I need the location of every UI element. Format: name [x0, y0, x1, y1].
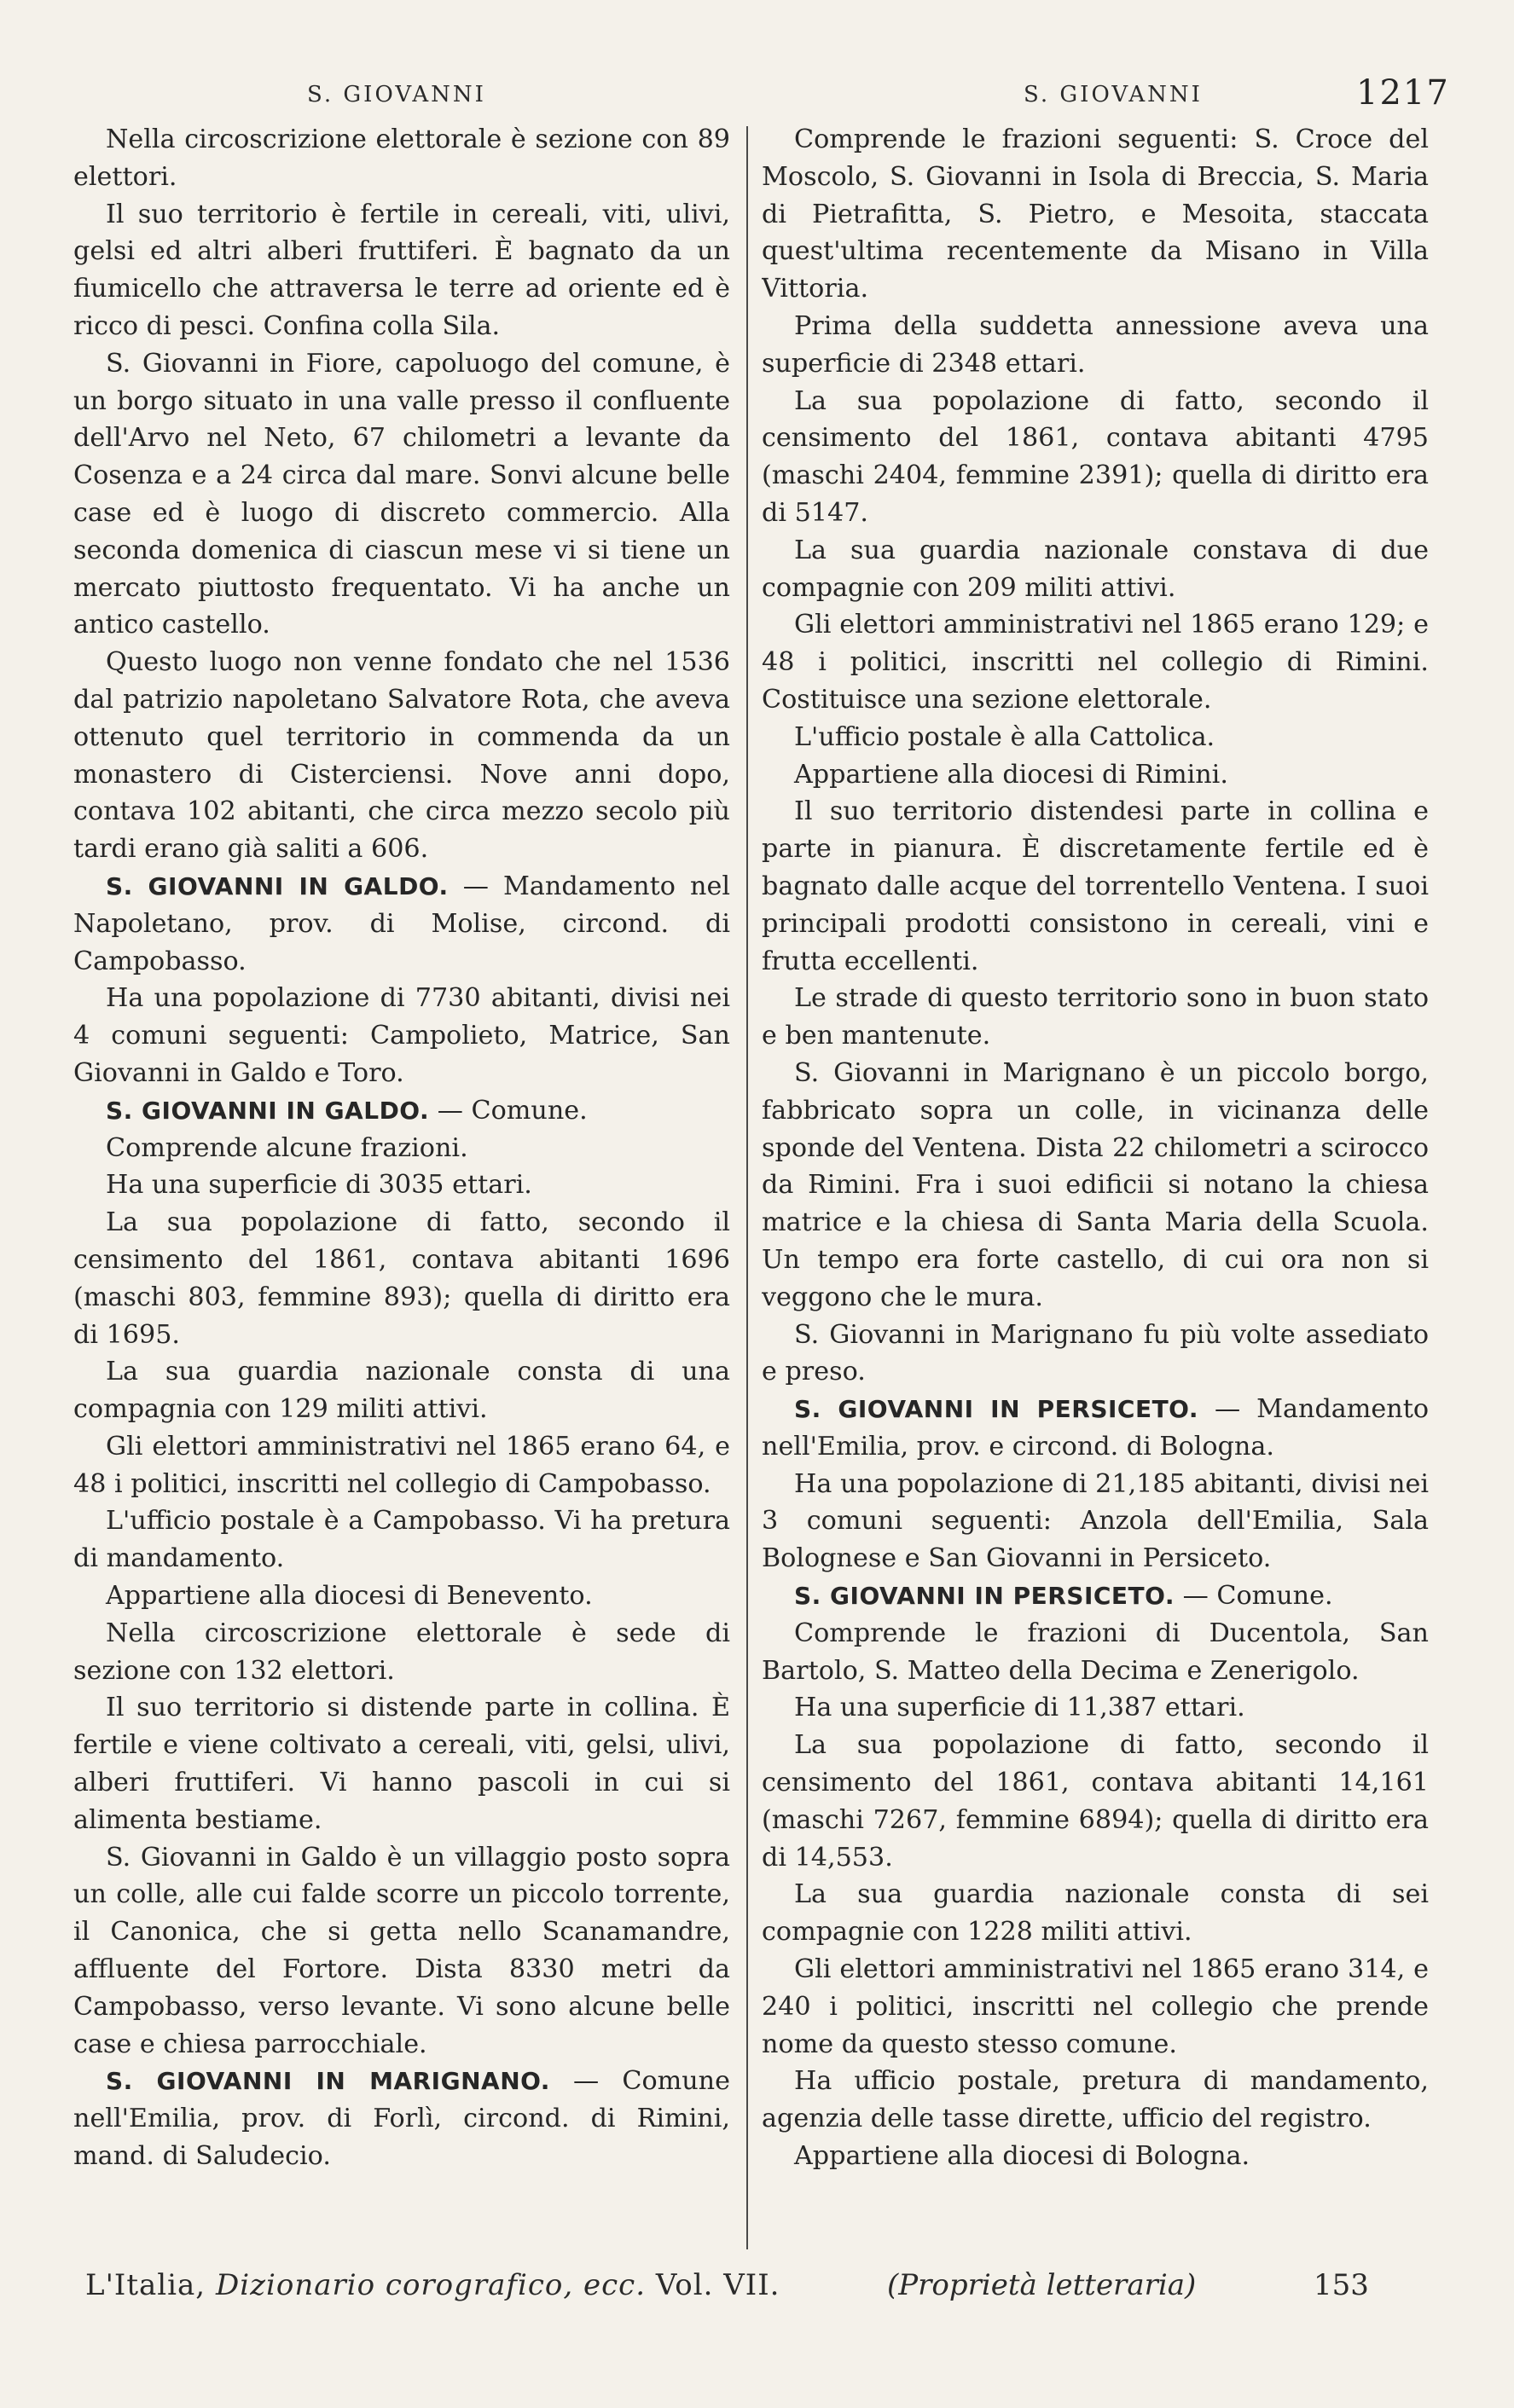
- paragraph-text: Il suo territorio è fertile in cereali, viti, ulivi, gelsi ed altri alberi fruttiferi. È bagnato da un fiumicello che attraversa le terre ad oriente ed è ricco di pesci. Confina colla Sila.: [73, 199, 730, 341]
- paragraph-text: — Comune.: [429, 1095, 588, 1126]
- paragraph-text: — Comune nell'Emilia, prov. di Forlì, circond. di Rimini, mand. di Saludecio.: [73, 2066, 730, 2172]
- running-head-left: S. GIOVANNI: [307, 82, 486, 107]
- paragraph: [762, 756, 1429, 794]
- paragraph: [762, 532, 1429, 607]
- paragraph-text: La sua popolazione di fatto, secondo il censimento del 1861, contava abitanti 14,161 (maschi 7267, femmine 6894); quella di diritto era di 14,553.: [762, 1730, 1429, 1873]
- left-column: [73, 121, 730, 2244]
- paragraph: [762, 2063, 1429, 2138]
- paragraph-text: Gli elettori amministrativi nel 1865 erano 64, e 48 i politici, inscritti nel collegio di Campobasso.: [73, 1431, 730, 1499]
- entry-heading: S. GIOVANNI IN GALDO.: [106, 871, 449, 900]
- paragraph-text: Appartiene alla diocesi di Rimini.: [794, 759, 1228, 790]
- paragraph-text: La sua guardia nazionale constava di due compagnie con 209 militi attivi.: [762, 535, 1429, 603]
- running-head-right: S. GIOVANNI: [1024, 82, 1203, 107]
- paragraph: [762, 121, 1429, 308]
- paragraph: [73, 1428, 730, 1503]
- paragraph-text: Ha una popolazione di 21,185 abitanti, divisi nei 3 comuni seguenti: Anzola dell'Emilia, Sala Bolognese e San Giovanni in Persiceto.: [762, 1468, 1429, 1574]
- right-column: [762, 121, 1429, 2244]
- paragraph: [73, 1577, 730, 1615]
- paragraph: [73, 644, 730, 868]
- paragraph-text: Le strade di questo territorio sono in buon stato e ben mantenute.: [762, 983, 1429, 1051]
- paragraph: [73, 1204, 730, 1353]
- entry-heading: S. GIOVANNI IN GALDO.: [106, 1096, 430, 1125]
- paragraph-text: L'ufficio postale è alla Cattolica.: [794, 721, 1215, 752]
- paragraph-text: S. Giovanni in Marignano è un piccolo borgo, fabbricato sopra un colle, in vicinanza delle sponde del Ventena. Dista 22 chilometri a scirocco da Rimini. Fra i suoi edificii si notano la chiesa matrice e la chiesa di Santa Maria della Scuola. Un tempo era forte castello, di cui ora non si veggono che le mura.: [762, 1057, 1429, 1312]
- paragraph: [73, 345, 730, 644]
- paragraph: [762, 980, 1429, 1055]
- paragraph-text: Ha una popolazione di 7730 abitanti, divisi nei 4 comuni seguenti: Campolieto, Matrice, San Giovanni in Galdo e Toro.: [73, 983, 730, 1088]
- footer-volume: Vol. VII.: [655, 2268, 780, 2302]
- paragraph: [73, 1092, 730, 1130]
- paragraph-text: — Comune.: [1174, 1581, 1333, 1612]
- paragraph-text: La sua guardia nazionale consta di una compagnia con 129 militi attivi.: [73, 1357, 730, 1425]
- paragraph-text: Comprende le frazioni di Ducentola, San Bartolo, S. Matteo della Decima e Zenerigolo.: [762, 1618, 1429, 1686]
- paragraph-text: La sua guardia nazionale consta di sei compagnie con 1228 militi attivi.: [762, 1879, 1429, 1948]
- paragraph-text: Comprende le frazioni seguenti: S. Croce del Moscolo, S. Giovanni in Isola di Breccia, S. Maria di Pietrafitta, S. Pietro, e Mesoita, staccata quest'ultima recentemente da Misano in Villa Vittoria.: [762, 124, 1429, 304]
- paragraph: [762, 1951, 1429, 2063]
- footer-title: [85, 2268, 780, 2302]
- paragraph-text: Nella circoscrizione elettorale è sede di sezione con 132 elettori.: [73, 1618, 730, 1686]
- paragraph-text: La sua popolazione di fatto, secondo il censimento del 1861, contava abitanti 1696 (maschi 803, femmine 893); quella di diritto era di 1695.: [73, 1207, 730, 1350]
- paragraph: [762, 1577, 1429, 1615]
- paragraph: [73, 1166, 730, 1204]
- paragraph-text: Ha ufficio postale, pretura di mandamento, agenzia delle tasse dirette, ufficio del registro.: [762, 2066, 1429, 2134]
- paragraph: [762, 1876, 1429, 1951]
- paragraph-text: Comprende alcune frazioni.: [106, 1132, 468, 1163]
- paragraph: [762, 1391, 1429, 1466]
- paragraph-text: Nella circoscrizione elettorale è sezione con 89 elettori.: [73, 124, 730, 192]
- paragraph: [762, 1727, 1429, 1876]
- paragraph-text: L'ufficio postale è a Campobasso. Vi ha pretura di mandamento.: [73, 1506, 730, 1574]
- paragraph: [762, 383, 1429, 532]
- footer-publisher: L'Italia,: [85, 2268, 206, 2302]
- paragraph: [762, 1615, 1429, 1690]
- paragraph-text: Gli elettori amministrativi nel 1865 erano 129; e 48 i politici, inscritti nel collegio di Rimini. Costituisce una sezione elettorale.: [762, 610, 1429, 715]
- paragraph: [762, 308, 1429, 383]
- page-footer: [85, 2268, 1450, 2319]
- paragraph: [762, 719, 1429, 756]
- paragraph: [762, 1466, 1429, 1577]
- page-number: 1217: [1356, 73, 1450, 113]
- paragraph: [73, 868, 730, 980]
- paragraph: [73, 1615, 730, 1690]
- paragraph-text: Il suo territorio distendesi parte in collina e parte in pianura. È discretamente fertile ed è bagnato dalle acque del torrentello Ventena. I suoi principali prodotti consistono in cereali, vini e frutta eccellenti.: [762, 796, 1429, 976]
- paragraph: [762, 606, 1429, 718]
- paragraph-text: — Mandamento nell'Emilia, prov. e circond. di Bologna.: [762, 1394, 1429, 1462]
- paragraph-text: — Mandamento nel Napoletano, prov. di Molise, circond. di Campobasso.: [73, 871, 730, 976]
- entry-heading: S. GIOVANNI IN PERSICETO.: [794, 1395, 1199, 1424]
- paragraph-text: Ha una superficie di 11,387 ettari.: [794, 1693, 1245, 1723]
- paragraph: [762, 1689, 1429, 1727]
- footer-signature: 153: [1314, 2268, 1369, 2302]
- paragraph: [73, 980, 730, 1091]
- paragraph: [73, 2063, 730, 2174]
- paragraph: [762, 1055, 1429, 1317]
- paragraph-text: Gli elettori amministrativi nel 1865 erano 314, e 240 i politici, inscritti nel collegio che prende nome da questo stesso comune.: [762, 1954, 1429, 2059]
- paragraph: [73, 1502, 730, 1577]
- paragraph: [73, 121, 730, 196]
- footer-property-note: (Proprietà letteraria): [887, 2268, 1197, 2302]
- paragraph-text: Prima della suddetta annessione aveva una superficie di 2348 ettari.: [762, 310, 1429, 379]
- paragraph: [73, 1839, 730, 2064]
- paragraph-text: Appartiene alla diocesi di Benevento.: [106, 1581, 593, 1612]
- paragraph: [762, 1317, 1429, 1392]
- paragraph: [762, 2138, 1429, 2175]
- paragraph-text: S. Giovanni in Fiore, capoluogo del comune, è un borgo situato in una valle presso il confluente dell'Arvo nel Neto, 67 chilometri a levante da Cosenza e a 24 circa dal mare. Sonvi alcune belle case ed è luogo di discreto commercio. Alla seconda domenica di ciascun mese vi si tiene un mercato piuttosto frequentato. Vi ha anche un antico castello.: [73, 348, 730, 640]
- paragraph: [73, 1353, 730, 1428]
- paragraph: [762, 793, 1429, 980]
- entry-heading: S. GIOVANNI IN MARIGNANO.: [106, 2067, 550, 2096]
- paragraph-text: La sua popolazione di fatto, secondo il censimento del 1861, contava abitanti 4795 (maschi 2404, femmine 2391); quella di diritto era di 5147.: [762, 385, 1429, 528]
- paragraph: [73, 1130, 730, 1167]
- paragraph-text: S. Giovanni in Marignano fu più volte assediato e preso.: [762, 1319, 1429, 1387]
- paragraph: [73, 196, 730, 345]
- paragraph-text: Il suo territorio si distende parte in collina. È fertile e viene coltivato a cereali, viti, gelsi, ulivi, alberi fruttiferi. Vi hanno pascoli in cui si alimenta bestiame.: [73, 1693, 730, 1835]
- paragraph: [73, 1689, 730, 1838]
- column-divider: [746, 126, 748, 2249]
- paragraph-text: Appartiene alla diocesi di Bologna.: [794, 2141, 1250, 2172]
- paragraph-text: Ha una superficie di 3035 ettari.: [106, 1170, 532, 1201]
- paragraph-text: S. Giovanni in Galdo è un villaggio posto sopra un colle, alle cui falde scorre un piccolo torrente, il Canonica, che si getta nello Scanamandre, affluente del Fortore. Dista 8330 metri da Campobasso, verso levante. Vi sono alcune belle case e chiesa parrocchiale.: [73, 1842, 730, 2059]
- paragraph-text: Questo luogo non venne fondato che nel 1536 dal patrizio napoletano Salvatore Rota, che aveva ottenuto quel territorio in commenda da un monastero di Cisterciensi. Nove anni dopo, contava 102 abitanti, che circa mezzo secolo più tardi erano già saliti a 606.: [73, 647, 730, 865]
- footer-work-title: Dizionario corografico, ecc.: [215, 2268, 647, 2302]
- entry-heading: S. GIOVANNI IN PERSICETO.: [794, 1582, 1175, 1611]
